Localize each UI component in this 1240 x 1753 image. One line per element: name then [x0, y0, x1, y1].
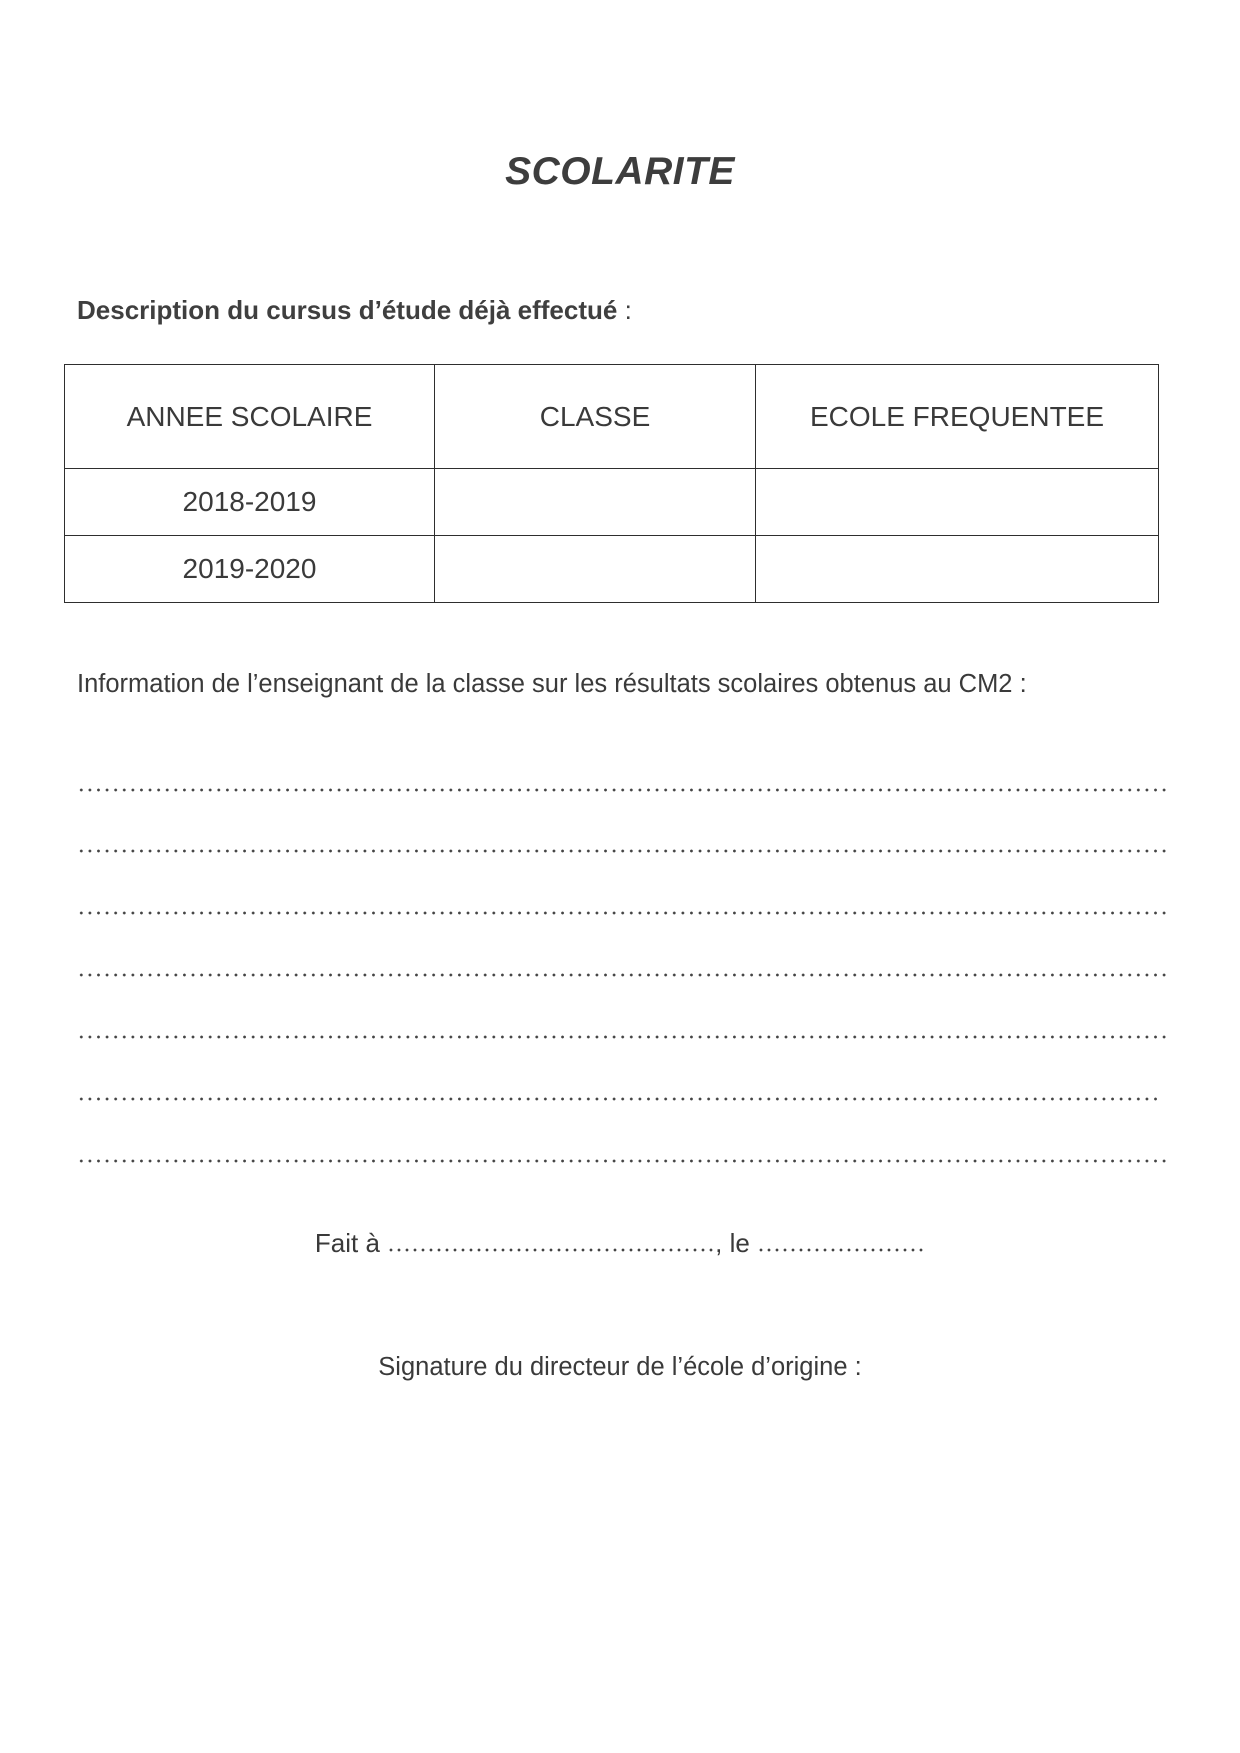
signature-label: Signature du directeur de l’école d’origine : — [378, 1353, 862, 1381]
page-title: SCOLARITE — [505, 150, 735, 193]
dotted-answer-line[interactable] — [77, 1035, 1170, 1039]
date-field[interactable] — [757, 1248, 925, 1252]
cursus-table — [64, 364, 1159, 603]
dotted-answer-line[interactable] — [77, 1097, 1160, 1101]
header-classe: CLASSE — [435, 365, 756, 469]
place-field[interactable] — [387, 1248, 715, 1252]
dotted-answer-line[interactable] — [77, 973, 1170, 977]
dotted-answer-line[interactable] — [77, 849, 1170, 853]
cell-annee: 2019-2020 — [65, 536, 435, 603]
cursus-heading — [77, 295, 632, 326]
date-separator: , le — [715, 1228, 750, 1258]
table-row — [65, 536, 1159, 603]
dotted-answer-line[interactable] — [77, 911, 1170, 915]
cell-classe-input[interactable] — [435, 469, 756, 536]
cell-classe-input[interactable] — [435, 536, 756, 603]
fait-a-line — [0, 1228, 1240, 1259]
fait-a-label: Fait à — [314, 1228, 380, 1258]
dotted-answer-line[interactable] — [77, 788, 1170, 792]
cell-ecole-input[interactable] — [756, 469, 1159, 536]
table-row — [65, 469, 1159, 536]
table-header-row — [65, 365, 1159, 469]
dotted-answer-line[interactable] — [77, 1159, 1170, 1163]
cell-annee: 2018-2019 — [65, 469, 435, 536]
teacher-info-label: Information de l’enseignant de la classe sur les résultats scolaires obtenus au CM2 : — [77, 670, 1027, 698]
cell-ecole-input[interactable] — [756, 536, 1159, 603]
header-annee-scolaire: ANNEE SCOLAIRE — [65, 365, 435, 469]
cursus-heading-text: Description du cursus d’étude déjà effectué — [77, 295, 618, 325]
header-ecole-frequentee: ECOLE FREQUENTEE — [756, 365, 1159, 469]
cursus-heading-colon: : — [624, 295, 632, 325]
